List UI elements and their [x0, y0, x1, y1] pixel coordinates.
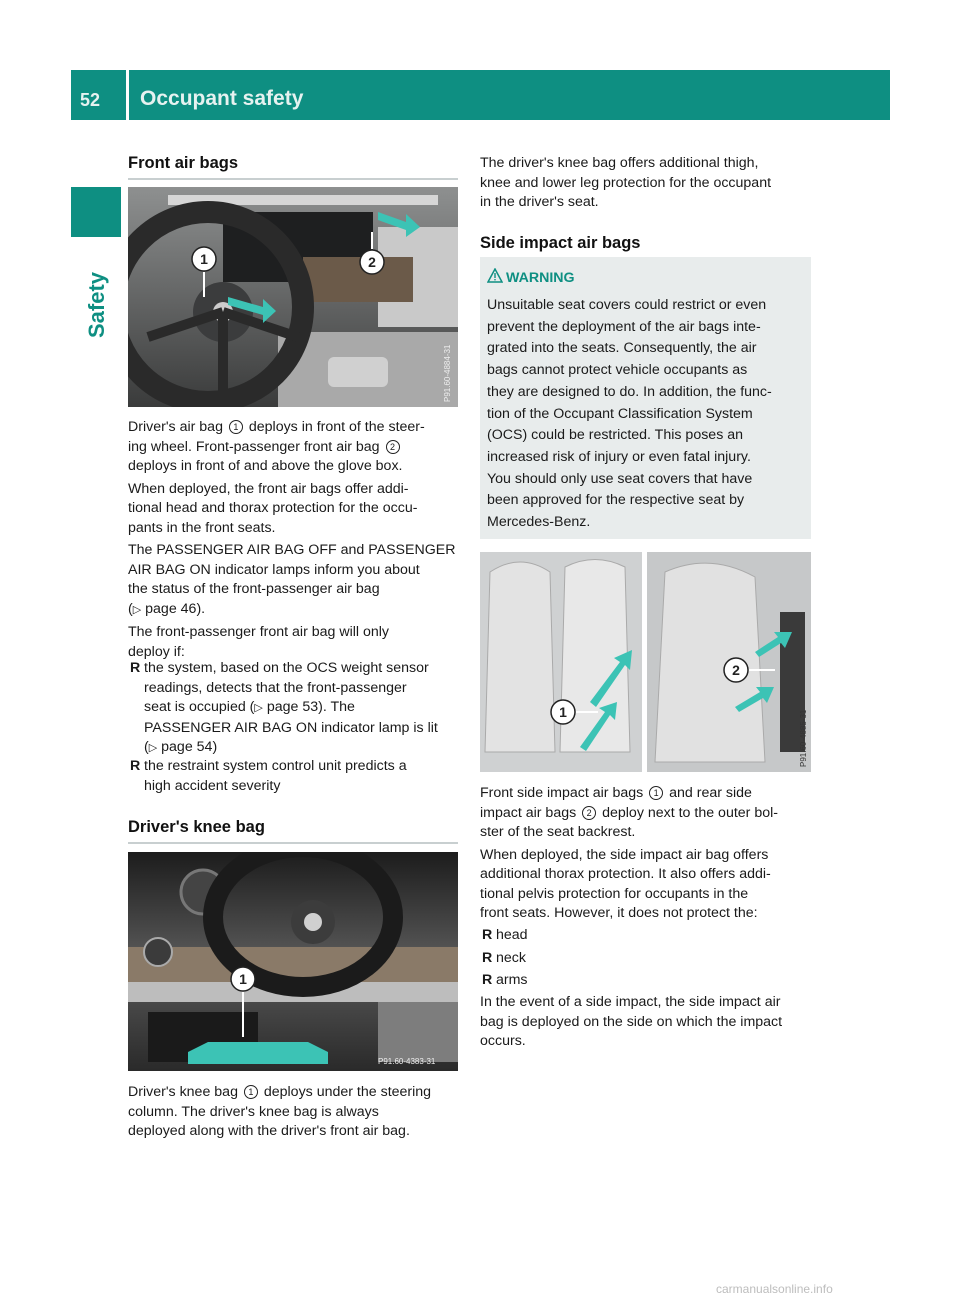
knee-bag-description: Driver's knee bag 1 deploys under the steering column. The driver's knee bag is always deployed along with the driver's front air bag.	[128, 1084, 432, 1139]
side-impact-deploy-note: In the event of a side impact, the side impact air bag is deployed on the side on which the impact occurs.	[480, 994, 783, 1049]
heading-rule	[128, 842, 458, 844]
page-number: 52	[80, 90, 101, 110]
svg-text:2: 2	[732, 662, 740, 678]
heading-side-impact: Side impact air bags	[480, 234, 641, 252]
image-code: P91.60-4885-31	[799, 709, 808, 767]
heading-knee-bag: Driver's knee bag	[128, 818, 265, 836]
list-item: R neck	[482, 950, 526, 966]
knee-bag-photo	[128, 852, 458, 1071]
knee-airbag-shape	[188, 1052, 328, 1064]
side-air-bags-photo	[480, 552, 811, 772]
svg-text:1: 1	[200, 251, 208, 267]
heading-front-air-bags: Front air bags	[128, 154, 239, 172]
warning-triangle-icon	[487, 268, 503, 283]
list-item: R arms	[482, 972, 528, 988]
footer-watermark: carmanualsonline.info	[716, 1282, 833, 1296]
knee-bag-additional: The driver's knee bag offers additional thigh, knee and lower leg protection for the occupant in the driver's seat.	[480, 155, 772, 210]
front-air-bags-photo	[128, 187, 458, 407]
chapter-title: Occupant safety	[140, 87, 304, 110]
warning-text: Unsuitable seat covers could restrict or even prevent the deployment of the air bags inte- grated into the seats. Consequently, the air bags cannot protect vehicle occupants as they are designed to do. In addition, the func- tion of the Occupant Classification System (OCS) could be restricted. This poses an increased risk of injury or even fatal injury. You should only use seat covers that have been approved for the respective seat by Mercedes-Benz.	[487, 297, 772, 531]
header-divider	[126, 70, 129, 120]
heading-rule	[128, 178, 458, 180]
image-code: P91.60-4884-31	[443, 344, 452, 402]
svg-text:1: 1	[559, 704, 567, 720]
side-tab-label: Safety	[84, 271, 109, 338]
list-item: R the restraint system control unit predicts a high accident severity	[130, 758, 407, 794]
svg-text:2: 2	[368, 254, 376, 270]
list-item: R the system, based on the OCS weight sensor readings, detects that the front-passenger seat is occupied (▷ page 53). The PASSENGER AIR BAG ON indicator lamp is lit (▷ page 54)	[130, 660, 438, 755]
svg-text:1: 1	[239, 971, 247, 987]
warning-title: WARNING	[506, 270, 575, 286]
side-airbags-description: Front side impact air bags 1 and rear side impact air bags 2 deploy next to the outer bol- ster of the seat backrest. When deployed, the side impact air bag offers additional thorax protection. It also offers addi- tional pelvis protection for occupants in the front seats. However, it does not protect the:	[480, 785, 778, 921]
list-item: R head	[482, 927, 528, 943]
image-code: P91.60-4383-31	[378, 1057, 436, 1066]
front-airbags-description: Driver's air bag 1 deploys in front of the steer- ing wheel. Front-passenger front air bag 2 deploys in front of and above the glove box. When deployed, the front air bags offer addi- tional head and thorax protection for the occu- pants in the front seats. The PASSENGER AIR BAG OFF and PASSENGER AIR BAG ON indicator lamps inform you about the status of the front-passenger air bag (▷ page 46). The front-passenger front air bag will only deploy if:	[128, 419, 456, 660]
side-tab-marker	[71, 187, 121, 237]
